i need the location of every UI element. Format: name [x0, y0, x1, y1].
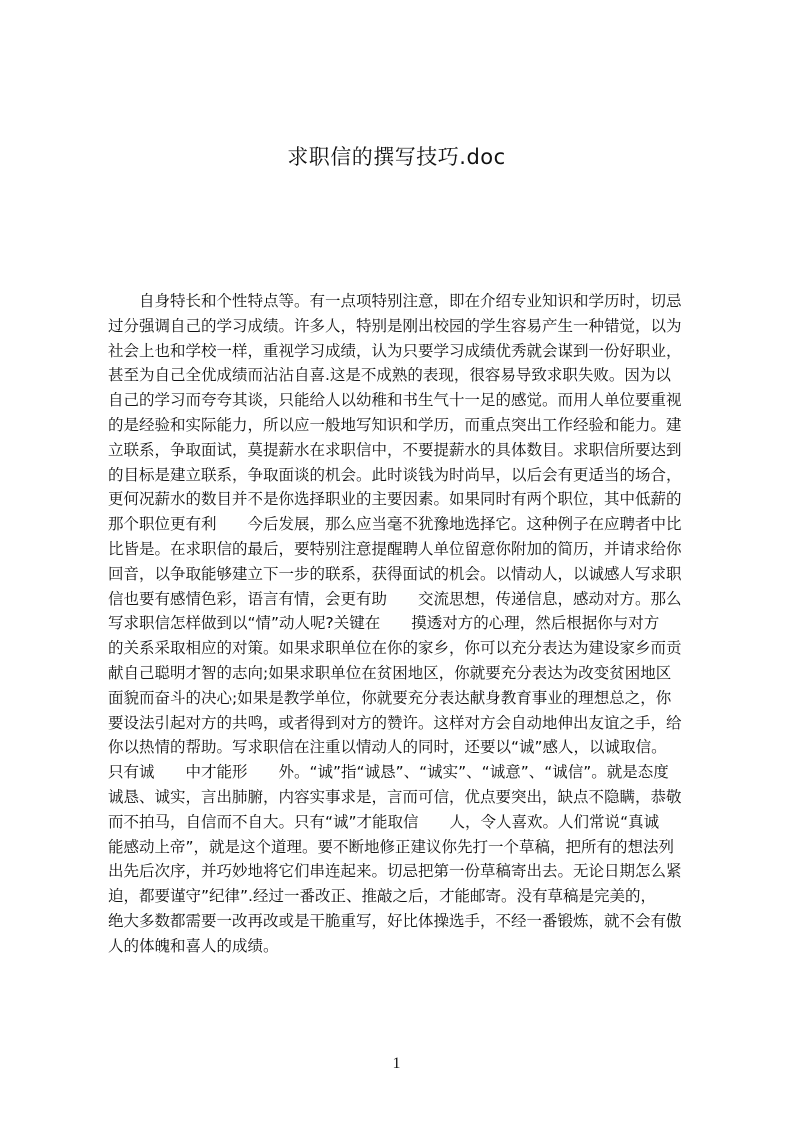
text-line: 能感动上帝”，就是这个道理。要不断地修正建议你先打一个草稿，把所有的想法列 — [108, 837, 675, 856]
text-line: 的关系采取相应的对策。如果求职单位在你的家乡，你可以充分表达为建设家乡而贡 — [108, 639, 682, 658]
text-line: 立联系，争取面试，莫提薪水在求职信中，不要提薪水的具体数目。求职信所要达到 — [108, 440, 682, 459]
text-line: 诚恳、诚实，言出肺腑，内容实事求是，言而可信，优点要突出，缺点不隐瞒，恭敬 — [108, 787, 682, 806]
text-line: 社会上也和学校一样，重视学习成绩，认为只要学习成绩优秀就会谋到一份好职业， — [108, 341, 682, 360]
text-line: 出先后次序，并巧妙地将它们串连起来。切忌把第一份草稿寄出去。无论日期怎么紧 — [108, 862, 682, 881]
text-line: 甚至为自己全优成绩而沾沾自喜.这是不成熟的表现，很容易导致求职失败。因为以 — [108, 366, 671, 385]
body-paragraph — [108, 289, 700, 959]
text-line: 更何况薪水的数目并不是你选择职业的主要因素。如果同时有两个职位，其中低薪的 — [108, 490, 682, 509]
text-line: 自身特长和个性特点等。有一点项特别注意，即在介绍专业知识和学历时，切忌 — [108, 292, 682, 310]
text-line: 自己的学习而夸夸其谈，只能给人以幼稚和书生气十一足的感觉。而用人单位要重视 — [108, 391, 682, 410]
text-line: 过分强调自己的学习成绩。许多人，特别是刚出校园的学生容易产生一种错觉，以为 — [108, 316, 682, 335]
text-line: 而不拍马，自信而不自大。只有“诚”才能取信 人，令人喜欢。人们常说“真诚 — [108, 812, 660, 831]
text-line: 献自己聪明才智的志向;如果求职单位在贫困地区，你就要充分表达为改变贫困地区 — [108, 663, 672, 682]
text-line: 绝大多数都需要一改再改或是干脆重写，好比体操选手，不经一番锻炼，就不会有傲 — [108, 911, 682, 930]
text-line: 面貌而奋斗的决心;如果是教学单位，你就要充分表达献身教育事业的理想总之，你 — [108, 688, 672, 707]
text-line: 迫，都要谨守”纪律”.经过一番改正、推敲之后，才能邮寄。没有草稿是完美的， — [108, 887, 656, 906]
text-line: 信也要有感情色彩，语言有情，会更有助 交流思想，传递信息，感动对方。那么 — [108, 589, 682, 608]
text-line: 你以热情的帮助。写求职信在注重以情动人的同时，还要以“诚”感人，以诚取信。 — [108, 738, 667, 757]
text-line: 的目标是建立联系，争取面谈的机会。此时谈钱为时尚早，以后会有更适当的场合， — [108, 465, 682, 484]
text-line: 比皆是。在求职信的最后，要特别注意提醒聘人单位留意你附加的简历，并请求给你 — [108, 539, 682, 558]
text-line: 只有诚 中才能形 外。“诚”指“诚恳”、“诚实”、“诚意”、“诚信”。就是态度 — [108, 763, 669, 782]
text-line: 写求职信怎样做到以“情”动人呢?关键在 摸透对方的心理，然后根据你与对方 — [108, 614, 660, 633]
page-number: 1 — [392, 1055, 401, 1072]
text-line: 回音，以争取能够建立下一步的联系，获得面试的机会。以情动人，以诚感人写求职 — [108, 564, 682, 583]
text-line: 要设法引起对方的共鸣，或者得到对方的赞许。这样对方会自动地伸出友谊之手，给 — [108, 713, 682, 732]
text-line: 那个职位更有利 今后发展，那么应当毫不犹豫地选择它。这种例子在应聘者中比 — [108, 515, 682, 534]
text-line: 人的体魄和喜人的成绩。 — [108, 936, 279, 955]
text-line: 的是经验和实际能力，所以应一般地写知识和学历，而重点突出工作经验和能力。建 — [108, 415, 682, 434]
page-title: 求职信的撰写技巧.doc — [287, 145, 506, 169]
